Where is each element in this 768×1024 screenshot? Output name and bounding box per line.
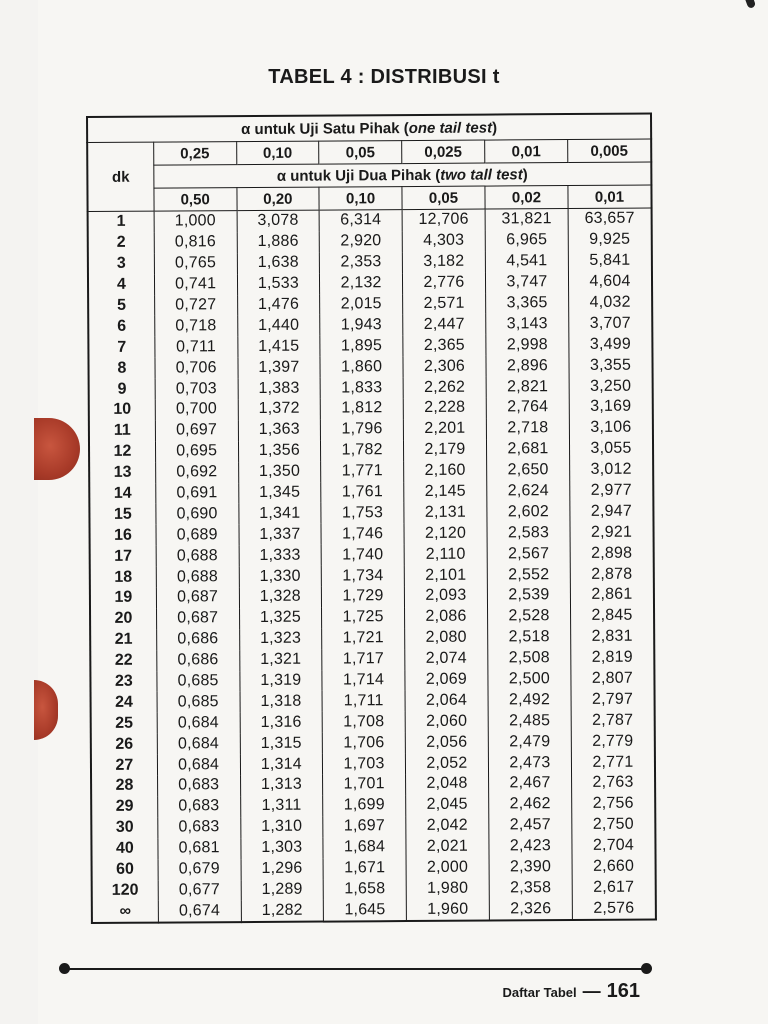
- value-cell: 2,764: [486, 397, 569, 418]
- value-cell: 3,055: [569, 438, 653, 459]
- one-tail-suffix: ): [491, 118, 498, 137]
- value-cell: 1,313: [240, 775, 323, 796]
- value-cell: 2,353: [320, 252, 403, 273]
- value-cell: 2,617: [572, 877, 656, 898]
- dk-cell: 24: [115, 693, 133, 711]
- value-cell: 1,328: [239, 587, 322, 608]
- dk-cell: 18: [114, 568, 133, 586]
- one-tail-alpha-row: [87, 139, 651, 165]
- two-tail-suffix: ): [522, 165, 528, 183]
- value-cell: 2,462: [489, 794, 572, 815]
- page-footer: [502, 980, 640, 1003]
- value-cell: 1,886: [237, 231, 320, 252]
- value-cell: 1,725: [322, 607, 405, 628]
- two-tail-alpha: 0,20: [236, 187, 319, 211]
- value-cell: 1,796: [321, 419, 404, 440]
- value-cell: 2,552: [487, 564, 570, 585]
- value-cell: 2,056: [405, 732, 488, 753]
- value-cell: 0,684: [157, 733, 240, 754]
- value-cell: 2,807: [571, 668, 655, 689]
- value-cell: 2,681: [486, 439, 569, 460]
- value-cell: 1,714: [322, 670, 405, 691]
- value-cell: 2,131: [404, 502, 487, 523]
- value-cell: 2,821: [486, 376, 569, 397]
- value-cell: 0,727: [154, 295, 237, 316]
- dk-cell: 6: [117, 317, 127, 335]
- dk-cell: 8: [117, 359, 127, 377]
- value-cell: 2,060: [405, 711, 488, 732]
- page-title: TABEL 4 : DISTRIBUSI t: [268, 66, 500, 88]
- one-tail-alpha: 0,25: [153, 142, 236, 166]
- value-cell: 1,310: [240, 816, 323, 837]
- value-cell: 1,960: [406, 899, 489, 921]
- value-cell: 2,771: [571, 752, 655, 773]
- dk-cell: 14: [113, 484, 132, 502]
- value-cell: 0,706: [155, 357, 238, 378]
- value-cell: 2,132: [320, 273, 403, 294]
- value-cell: 2,365: [403, 335, 486, 356]
- value-cell: 2,101: [404, 565, 487, 586]
- value-cell: 2,718: [486, 418, 569, 439]
- value-cell: 1,671: [323, 858, 406, 879]
- footer-label: Daftar Tabel: [502, 985, 577, 1000]
- value-cell: 1,440: [237, 315, 320, 336]
- value-cell: 3,106: [569, 417, 653, 438]
- value-cell: 1,341: [238, 503, 321, 524]
- value-cell: 4,604: [568, 271, 652, 292]
- value-cell: 0,703: [155, 378, 238, 399]
- value-cell: 1,684: [323, 837, 406, 858]
- value-cell: 2,602: [487, 502, 570, 523]
- value-cell: 1,363: [238, 419, 321, 440]
- value-cell: 2,110: [404, 544, 487, 565]
- value-cell: 2,567: [487, 543, 570, 564]
- value-cell: 2,878: [570, 564, 654, 585]
- value-cell: 1,895: [320, 335, 403, 356]
- value-cell: 0,741: [154, 274, 237, 295]
- value-cell: 2,831: [571, 626, 655, 647]
- value-cell: 0,685: [157, 671, 240, 692]
- value-cell: 2,080: [405, 627, 488, 648]
- value-cell: 2,508: [488, 648, 571, 669]
- two-tail-header: [154, 162, 652, 188]
- value-cell: 3,250: [569, 376, 653, 397]
- value-cell: 3,355: [569, 355, 653, 376]
- value-cell: 2,015: [320, 294, 403, 315]
- value-cell: 0,695: [155, 441, 238, 462]
- value-cell: 0,684: [157, 754, 240, 775]
- value-cell: 2,492: [488, 690, 571, 711]
- value-cell: 1,397: [237, 357, 320, 378]
- value-cell: 2,779: [571, 731, 655, 752]
- value-cell: 3,499: [569, 334, 653, 355]
- value-cell: 1,717: [322, 649, 405, 670]
- value-cell: 1,638: [237, 252, 320, 273]
- one-tail-header: [87, 114, 651, 143]
- value-cell: 0,679: [158, 859, 241, 880]
- value-cell: 1,356: [238, 440, 321, 461]
- value-cell: 2,086: [404, 606, 487, 627]
- dk-cell: 3: [116, 254, 126, 273]
- dk-cell: 23: [114, 672, 133, 690]
- value-cell: 1,289: [241, 879, 324, 900]
- two-tail-alpha: 0,05: [402, 186, 485, 210]
- value-cell: 2,160: [404, 460, 487, 481]
- value-cell: 1,753: [321, 503, 404, 524]
- value-cell: 63,657: [568, 208, 652, 230]
- value-cell: 2,179: [403, 439, 486, 460]
- t-distribution-table-wrapper: [86, 113, 657, 925]
- value-cell: 1,812: [320, 398, 403, 419]
- value-cell: 1,330: [239, 566, 322, 587]
- footer-rule: [64, 968, 648, 970]
- value-cell: 1,658: [323, 879, 406, 900]
- value-cell: 3,747: [485, 272, 568, 293]
- two-tail-alpha: 0,50: [154, 188, 237, 212]
- dk-cell: 4: [116, 275, 126, 293]
- value-cell: 2,447: [403, 314, 486, 335]
- value-cell: 2,704: [572, 835, 656, 856]
- dk-cell: 29: [115, 798, 134, 816]
- value-cell: 2,048: [405, 774, 488, 795]
- value-cell: 2,358: [489, 878, 572, 899]
- two-tail-prefix: α untuk Uji Dua Pihak (: [276, 166, 441, 185]
- value-cell: 0,689: [156, 524, 239, 545]
- value-cell: 1,729: [322, 586, 405, 607]
- dk-cell: 20: [114, 610, 133, 628]
- value-cell: 2,819: [571, 647, 655, 668]
- one-tail-alpha: 0,05: [319, 141, 402, 165]
- value-cell: 2,093: [404, 586, 487, 607]
- value-cell: 0,718: [155, 316, 238, 337]
- dk-cell: 19: [114, 589, 133, 607]
- footer-dash: —: [582, 981, 601, 1001]
- value-cell: 0,688: [156, 545, 239, 566]
- value-cell: 2,500: [488, 669, 571, 690]
- value-cell: 0,690: [156, 504, 239, 525]
- value-cell: 1,645: [324, 899, 407, 921]
- value-cell: 2,021: [406, 836, 489, 857]
- value-cell: 1,345: [238, 482, 321, 503]
- value-cell: 2,797: [571, 689, 655, 710]
- value-cell: 1,372: [238, 399, 321, 420]
- value-cell: 2,898: [570, 543, 654, 564]
- value-cell: 1,325: [239, 607, 322, 628]
- value-cell: 3,169: [569, 397, 653, 418]
- value-cell: 2,998: [486, 334, 569, 355]
- value-cell: 2,977: [570, 480, 654, 501]
- dk-cell: 5: [117, 296, 127, 314]
- page-number: 161: [606, 980, 640, 1002]
- value-cell: 2,306: [403, 356, 486, 377]
- value-cell: 2,201: [403, 418, 486, 439]
- value-cell: 2,650: [487, 460, 570, 481]
- one-tail-alpha: 0,025: [402, 140, 485, 164]
- value-cell: 0,687: [156, 608, 239, 629]
- value-cell: 0,686: [157, 650, 240, 671]
- value-cell: 2,145: [404, 481, 487, 502]
- dk-cell: 11: [113, 422, 131, 440]
- value-cell: 1,321: [239, 649, 322, 670]
- value-cell: 2,473: [488, 752, 571, 773]
- value-cell: 2,518: [488, 627, 571, 648]
- value-cell: 1,708: [322, 711, 405, 732]
- value-cell: 1,315: [240, 733, 323, 754]
- value-cell: 1,833: [320, 377, 403, 398]
- two-tail-alpha: 0,10: [319, 187, 402, 211]
- value-cell: 2,528: [487, 606, 570, 627]
- value-cell: 1,000: [154, 211, 237, 233]
- value-cell: 0,700: [155, 399, 238, 420]
- value-cell: 3,012: [570, 459, 654, 480]
- value-cell: 12,706: [402, 209, 485, 231]
- value-cell: 1,782: [321, 440, 404, 461]
- value-cell: 2,571: [403, 293, 486, 314]
- value-cell: 2,074: [405, 648, 488, 669]
- dk-cell: 15: [113, 505, 132, 523]
- value-cell: 6,314: [319, 210, 402, 232]
- value-cell: 3,707: [569, 313, 653, 334]
- value-cell: 0,686: [156, 629, 239, 650]
- value-cell: 1,771: [321, 461, 404, 482]
- value-cell: 1,476: [237, 294, 320, 315]
- value-cell: 2,861: [570, 585, 654, 606]
- value-cell: 2,787: [571, 710, 655, 731]
- value-cell: 1,697: [323, 816, 406, 837]
- value-cell: 1,303: [240, 837, 323, 858]
- value-cell: 1,296: [241, 858, 324, 879]
- value-cell: 1,860: [320, 356, 403, 377]
- value-cell: 4,541: [485, 251, 568, 272]
- value-cell: 3,078: [237, 210, 320, 232]
- value-cell: 1,734: [321, 565, 404, 586]
- value-cell: 3,182: [402, 251, 485, 272]
- value-cell: 2,576: [572, 898, 656, 920]
- value-cell: 2,539: [487, 585, 570, 606]
- value-cell: 2,120: [404, 523, 487, 544]
- dk-cell: 7: [117, 338, 127, 356]
- value-cell: 0,765: [154, 253, 237, 274]
- footer-rule-dot: [641, 963, 652, 974]
- value-cell: 1,533: [237, 273, 320, 294]
- value-cell: 1,415: [237, 336, 320, 357]
- one-tail-header-row: [87, 114, 651, 143]
- value-cell: 2,624: [487, 481, 570, 502]
- value-cell: 2,845: [570, 605, 654, 626]
- value-cell: 1,383: [238, 378, 321, 399]
- value-cell: 1,706: [323, 732, 406, 753]
- value-cell: 2,920: [319, 231, 402, 252]
- dk-cell: 27: [115, 756, 134, 774]
- dk-cell: 1: [116, 213, 126, 231]
- value-cell: 6,965: [485, 230, 568, 251]
- dk-cell: 2: [116, 234, 126, 252]
- value-cell: 0,816: [154, 232, 237, 253]
- value-cell: 9,925: [568, 229, 652, 250]
- value-cell: 2,045: [406, 794, 489, 815]
- footer-rule-dot: [59, 963, 70, 974]
- dk-cell: 22: [114, 651, 133, 669]
- value-cell: 2,326: [489, 898, 572, 920]
- value-cell: 1,319: [239, 670, 322, 691]
- value-cell: 1,323: [239, 628, 322, 649]
- one-tail-prefix: α untuk Uji Satu Pihak (: [241, 119, 409, 138]
- table-row: [92, 898, 656, 923]
- value-cell: 2,069: [405, 669, 488, 690]
- value-cell: 2,763: [571, 773, 655, 794]
- value-cell: 2,052: [405, 753, 488, 774]
- value-cell: 1,318: [240, 691, 323, 712]
- dk-cell: 16: [114, 526, 132, 544]
- value-cell: 1,980: [406, 878, 489, 899]
- value-cell: 2,262: [403, 377, 486, 398]
- dk-cell: 13: [113, 463, 132, 481]
- value-cell: 0,691: [156, 483, 239, 504]
- value-cell: 0,692: [155, 462, 238, 483]
- dk-cell: 21: [114, 630, 133, 649]
- value-cell: 1,703: [323, 753, 406, 774]
- value-cell: 3,365: [486, 293, 569, 314]
- value-cell: 3,143: [486, 314, 569, 335]
- one-tail-alpha: 0,01: [485, 140, 568, 164]
- value-cell: 0,685: [157, 692, 240, 713]
- dk-cell: 30: [115, 818, 134, 837]
- value-cell: 0,697: [155, 420, 238, 441]
- value-cell: 1,711: [322, 691, 405, 712]
- value-cell: 0,674: [158, 900, 241, 922]
- value-cell: 1,701: [323, 774, 406, 795]
- two-tail-header-row: [87, 162, 651, 188]
- dk-cell: 17: [114, 547, 133, 565]
- value-cell: 4,032: [569, 292, 653, 313]
- dk-cell: 60: [116, 860, 134, 878]
- value-cell: 1,761: [321, 482, 404, 503]
- value-cell: 1,311: [240, 796, 323, 817]
- value-cell: 0,684: [157, 712, 240, 733]
- value-cell: 0,683: [158, 817, 241, 838]
- value-cell: 1,350: [238, 461, 321, 482]
- dk-cell: 28: [115, 777, 134, 795]
- value-cell: 2,457: [489, 815, 572, 836]
- value-cell: 31,821: [485, 209, 568, 231]
- value-cell: 2,479: [488, 731, 571, 752]
- value-cell: 1,699: [323, 795, 406, 816]
- dk-cell: 9: [117, 380, 127, 398]
- dk-cell: ∞: [119, 902, 132, 920]
- two-tail-italic: two tall test: [440, 165, 523, 184]
- value-cell: 4,303: [402, 230, 485, 251]
- value-cell: 0,688: [156, 566, 239, 587]
- one-tail-alpha: 0,10: [236, 141, 319, 165]
- value-cell: 0,677: [158, 880, 241, 901]
- value-cell: 0,683: [157, 775, 240, 796]
- value-cell: 0,711: [155, 336, 238, 357]
- value-cell: 1,943: [320, 315, 403, 336]
- dk-cell: 26: [115, 735, 134, 753]
- value-cell: 1,314: [240, 754, 323, 775]
- value-cell: 2,485: [488, 710, 571, 731]
- value-cell: 2,896: [486, 355, 569, 376]
- dk-cell: 40: [115, 839, 134, 857]
- dk-cell: 12: [113, 442, 132, 461]
- value-cell: 1,337: [239, 524, 322, 545]
- value-cell: 2,390: [489, 857, 572, 878]
- dk-cell: 10: [113, 401, 132, 419]
- one-tail-alpha: 0,005: [568, 139, 652, 163]
- value-cell: 2,921: [570, 522, 654, 543]
- value-cell: 1,746: [321, 523, 404, 544]
- value-cell: 2,583: [487, 522, 570, 543]
- value-cell: 0,683: [157, 796, 240, 817]
- value-cell: 2,042: [406, 815, 489, 836]
- value-cell: 2,947: [570, 501, 654, 522]
- two-tail-alpha: 0,02: [485, 186, 568, 210]
- value-cell: 1,282: [241, 900, 324, 922]
- value-cell: 1,740: [321, 544, 404, 565]
- value-cell: 2,756: [572, 793, 656, 814]
- value-cell: 2,467: [488, 773, 571, 794]
- value-cell: 2,000: [406, 857, 489, 878]
- value-cell: 0,681: [158, 838, 241, 859]
- value-cell: 2,423: [489, 836, 572, 857]
- dk-cell: 25: [115, 714, 134, 732]
- value-cell: 5,841: [568, 250, 652, 271]
- value-cell: 1,333: [239, 545, 322, 566]
- value-cell: 1,721: [322, 628, 405, 649]
- value-cell: 1,316: [240, 712, 323, 733]
- value-cell: 0,687: [156, 587, 239, 608]
- dk-cell: 120: [111, 881, 139, 899]
- value-cell: 2,660: [572, 856, 656, 877]
- two-tail-alpha: 0,01: [568, 185, 652, 209]
- one-tail-italic: one tail test: [408, 119, 493, 137]
- two-tail-alpha-row: [87, 185, 651, 211]
- value-cell: 2,750: [572, 814, 656, 835]
- t-distribution-table: [86, 113, 657, 925]
- value-cell: 2,064: [405, 690, 488, 711]
- value-cell: 2,228: [403, 398, 486, 419]
- value-cell: 2,776: [402, 272, 485, 293]
- dk-header: dk: [87, 142, 154, 211]
